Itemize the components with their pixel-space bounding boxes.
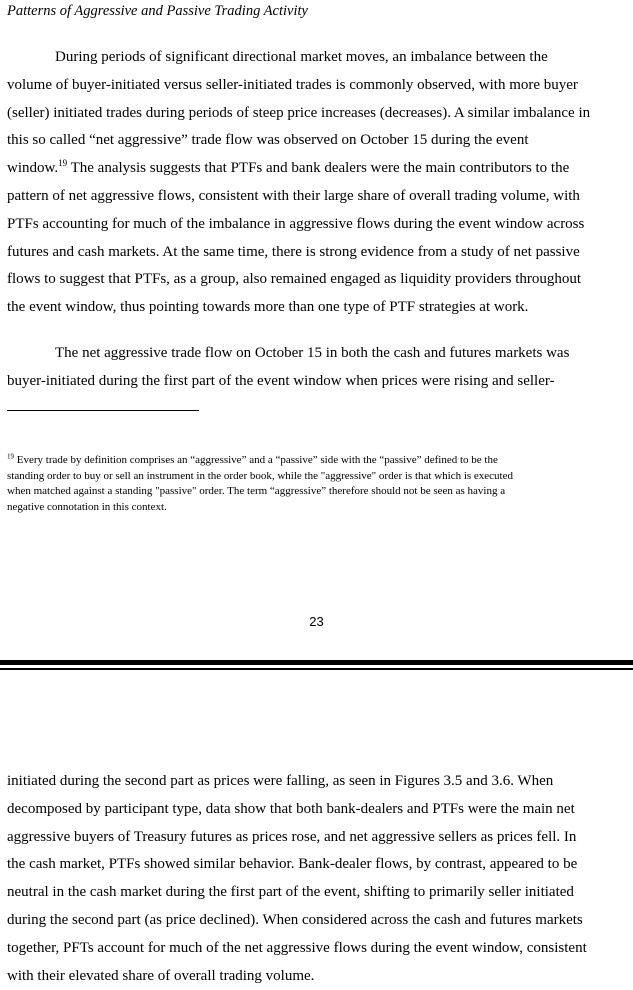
text-line: the cash market, PTFs showed similar behavior. Bank-dealer flows, by contrast, appeared to be <box>7 856 578 873</box>
text-line: (seller) initiated trades during periods of steep price increases (decreases). A similar imbalance in <box>7 104 591 121</box>
paragraph-3 <box>7 768 628 990</box>
text-fragment: window. <box>7 160 59 177</box>
page-break-divider <box>0 660 633 665</box>
text-line: buyer-initiated during the first part of the event window when prices were rising and seller- <box>7 372 555 389</box>
text-line: initiated during the second part as prices were falling, as seen in Figures 3.5 and 3.6. When <box>7 773 554 789</box>
footnote <box>7 453 622 515</box>
text-line: during the second part (as price declined). When considered across the cash and futures markets <box>7 911 583 928</box>
running-header-title: Patterns of Aggressive and Passive Trading Activity <box>7 3 308 19</box>
page-break-divider-thin <box>0 668 633 670</box>
footnote-line <box>7 453 622 469</box>
text-line: volume of buyer-initiated versus seller-initiated trades is commonly observed, with more buyer <box>7 76 578 93</box>
text-line <box>7 155 628 183</box>
paragraph-2 <box>7 340 628 396</box>
text-line: neutral in the cash market during the first part of the event, shifting to primarily seller initiated <box>7 884 574 901</box>
page-number: 23 <box>309 614 324 629</box>
footnote-line: negative connotation in this context. <box>7 500 167 513</box>
text-line: with their elevated share of overall trading volume. <box>7 967 315 984</box>
text-fragment: Every trade by definition comprises an “aggressive” and a “passive” side with the “passive” defined to be the <box>14 454 498 466</box>
footnote-line: when matched against a standing "passive" order. The term “aggressive” therefore should not be seen as having a <box>7 485 506 497</box>
text-line: together, PFTs account for much of the net aggressive flows during the event window, consistent <box>7 939 587 956</box>
text-line: During periods of significant directional market moves, an imbalance between the <box>55 49 548 65</box>
text-line: flows to suggest that PTFs, as a group, also remained engaged as liquidity providers throughout <box>7 271 582 288</box>
footnote-separator <box>7 410 199 411</box>
text-line: this so called “net aggressive” trade flow was observed on October 15 during the event <box>7 132 529 149</box>
text-fragment: The analysis suggests that PTFs and bank dealers were the main contributors to the <box>67 160 570 177</box>
text-line: pattern of net aggressive flows, consistent with their large share of overall trading volume, with <box>7 187 580 204</box>
footnote-line: standing order to buy or sell an instrument in the order book, while the "aggressive" order is that which is executed <box>7 469 513 482</box>
text-line: PTFs accounting for much of the imbalance in aggressive flows during the event window across <box>7 215 585 232</box>
text-line: futures and cash markets. At the same time, there is strong evidence from a study of net passive <box>7 243 580 260</box>
footnote-number: 19 <box>7 452 14 461</box>
paragraph-1 <box>7 44 628 322</box>
text-line: The net aggressive trade flow on October 15 in both the cash and futures markets was <box>55 345 570 361</box>
text-line: the event window, thus pointing towards more than one type of PTF strategies at work. <box>7 299 529 316</box>
text-line: aggressive buyers of Treasury futures as prices rose, and net aggressive sellers as prices fell. In <box>7 828 577 845</box>
footnote-reference[interactable]: 19 <box>58 158 68 169</box>
text-line: decomposed by participant type, data show that both bank-dealers and PTFs were the main net <box>7 800 575 817</box>
